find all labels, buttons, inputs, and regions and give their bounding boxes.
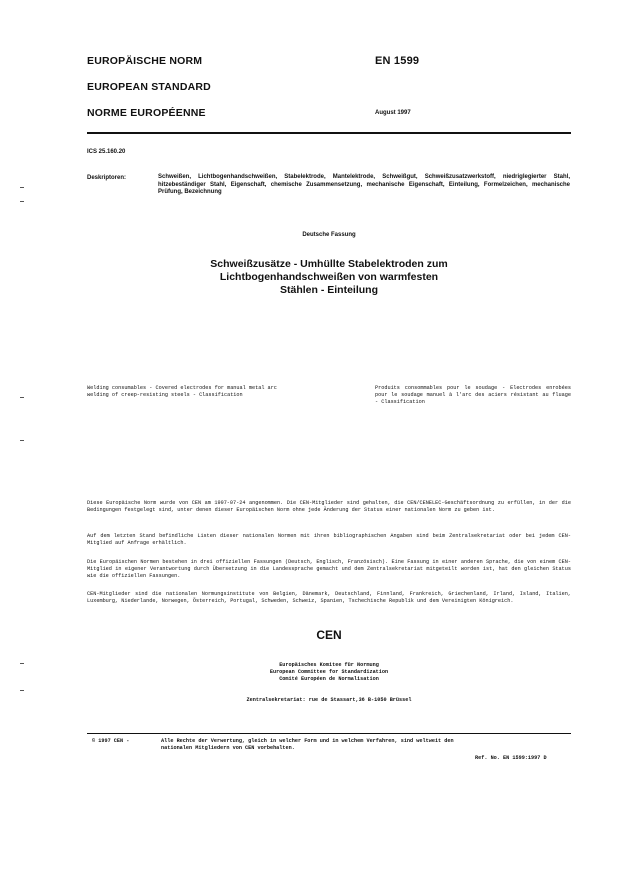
- header-title-de: EUROPÄISCHE NORM: [87, 55, 203, 67]
- rights-line-2: nationalen Mitgliedern von CEN vorbehalten.: [161, 745, 295, 751]
- margin-mark: [20, 440, 24, 441]
- cen-names: [87, 662, 571, 683]
- paragraph-lists: Auf dem letzten Stand befindliche Listen dieser nationalen Normen mit ihren bibliographischen Angaben sind beim Zentralsekretariat oder bei jedem CEN-Mitglied auf Anfrage erhältlich.: [87, 533, 571, 546]
- margin-mark: [20, 663, 24, 664]
- cen-address: Zentralsekretariat: rue de Stassart,36 B-1050 Brüssel: [246, 697, 412, 703]
- main-title-line-2: Lichtbogenhandschweißen von warmfesten: [219, 271, 439, 283]
- paragraph-members: CEN-Mitglieder sind die nationalen Normungsinstitute von Belgien, Dänemark, Deutschland, Finnland, Frankreich, Griechenland, Irland, Island, Italien, Luxemburg, Niederlande, Norwegen, Österreich, Portugal, Schweden, Schweiz, Spanien, Tschechische Republik und dem Vereinigten Königreich.: [87, 591, 571, 604]
- paragraph-adoption: Diese Europäische Norm wurde von CEN am 1997-07-24 angenommen. Die CEN-Mitglieder sind gehalten, die CEN/CENELEC-Geschäftsordnung zu erfüllen, in der die Bedingungen festgelegt sind, unter denen dieser Europäischen Norm ohne jede Änderung der Status einer nationalen Norm zu geben ist.: [87, 500, 571, 513]
- margin-mark: [20, 397, 24, 398]
- footer-divider: [87, 733, 571, 734]
- rights-line-1: Alle Rechte der Verwertung, gleich in welcher Form und in welchem Verfahren, sind weltweit den: [161, 738, 454, 744]
- title-french: Produits consommables pour le soudage - Electrodes enrobées pour le soudage manuel à l'arc des aciers résistant au fluage - Classification: [375, 385, 571, 405]
- ics-code: ICS 25.160.20: [87, 149, 126, 155]
- cen-name-en: European Committee for Standardization: [269, 669, 389, 675]
- standard-number: EN 1599: [375, 55, 420, 67]
- main-title-line-3: Stählen - Einteilung: [279, 284, 378, 296]
- copyright: © 1997 CEN -: [92, 738, 130, 744]
- title-english: Welding consumables - Covered electrodes for manual metal arc welding of creep-resisting steels - Classification: [87, 385, 277, 398]
- paragraph-versions: Die Europäischen Normen bestehen in drei offiziellen Fassungen (Deutsch, Englisch, Französisch). Eine Fassung in einer anderen Sprache, die von einem CEN-Mitglied in eigener Verantwortung durch Übersetzung in die Landessprache gemacht und dem Zentralsekretariat mitgeteilt worden ist, hat den gleichen Status wie die offiziellen Fassungen.: [87, 559, 571, 579]
- margin-mark: [20, 201, 24, 202]
- reference-number: Ref. No. EN 1599:1997 D: [475, 755, 547, 761]
- cen-name-fr: Comité Européen de Normalisation: [279, 676, 379, 682]
- header-title-en: EUROPEAN STANDARD: [87, 81, 211, 93]
- header-divider: [87, 132, 571, 134]
- main-title: [87, 258, 571, 297]
- version-label: Deutsche Fassung: [302, 232, 356, 238]
- cen-logo: CEN: [316, 628, 342, 642]
- margin-mark: [20, 187, 24, 188]
- cen-name-de: Europäisches Komitee für Normung: [279, 662, 379, 668]
- main-title-line-1: Schweißzusätze - Umhüllte Stabelektroden zum: [210, 258, 448, 270]
- rights-notice: [161, 738, 571, 752]
- descriptors-text: Schweißen, Lichtbogenhandschweißen, Stabelektrode, Mantelektrode, Schweißgut, Schweißzusatzwerkstoff, niedriglegierter Stahl, hitzebeständiger Stahl, Eigenschaft, chemische Zusammensetzung, mechanische Eigenschaft, Einteilung, Formelzeichen, mechanische Prüfung, Bezeichnung: [158, 174, 570, 195]
- publication-date: August 1997: [375, 110, 411, 116]
- header-title-fr: NORME EUROPÉENNE: [87, 107, 206, 119]
- descriptors-label: Deskriptoren:: [87, 175, 127, 181]
- margin-mark: [20, 690, 24, 691]
